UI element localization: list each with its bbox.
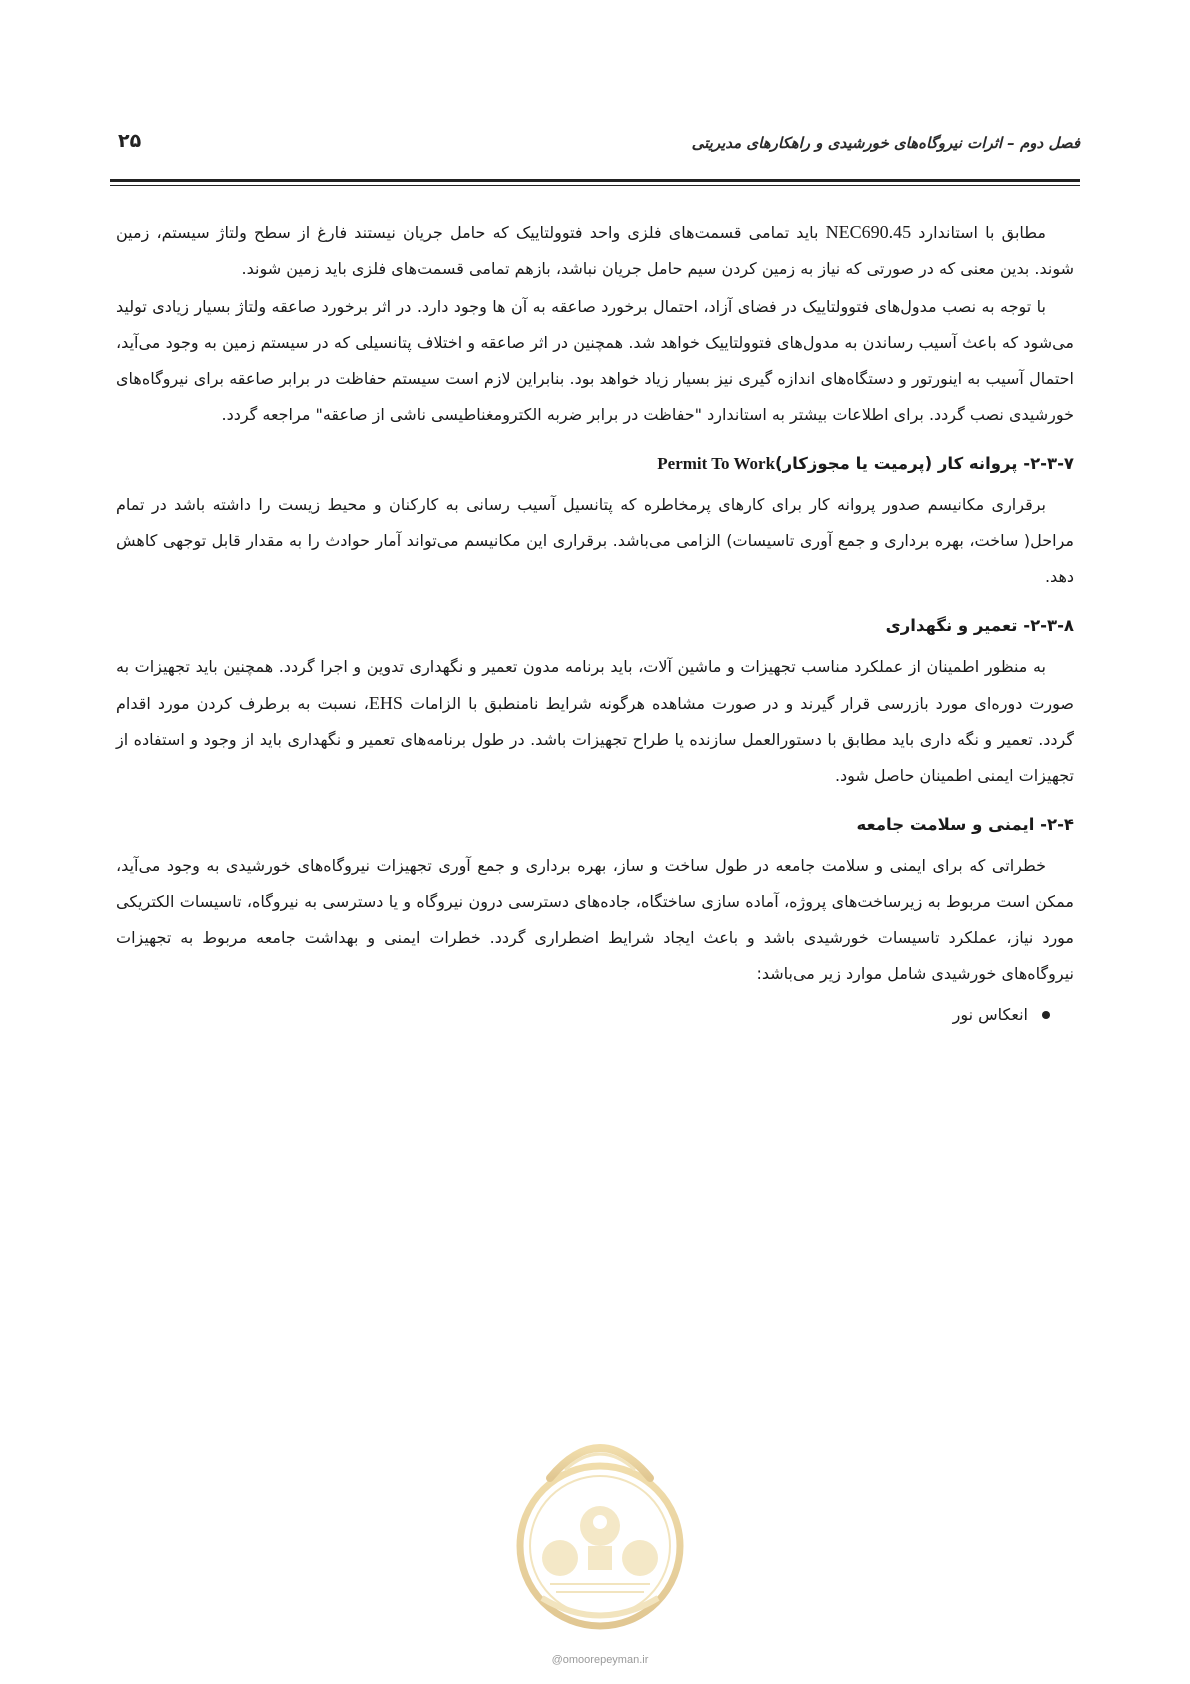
publisher-logo-watermark xyxy=(510,1408,690,1638)
hazard-list xyxy=(116,998,1074,1032)
paragraph-lightning: با توجه به نصب مدول‌های فتوولتاییک در فضای آزاد، احتمال برخورد صاعقه به آن ها وجود دارد. در اثر برخورد صاعقه ولتاژ بسیار زیادی تولید می‌شود که باعث آسیب رساندن به مدول‌های فتوولتاییک خواهد شد. همچنین در اثر صاعقه و اختلاف پتانسیلی که در سیستم زمین به وجود می‌آید، احتمال آسیب به اینورتور و دستگاه‌های اندازه گیری نیز بسیار زیاد خواهد بود. بنابراین لازم است سیستم حفاظت در برابر صاعقه برای نیروگاه‌های خورشیدی نصب گردد. برای اطلاعات بیشتر به استاندارد "حفاظت در برابر ضربه الکترومغناطیسی ناشی از صاعقه" مراجعه گردد. xyxy=(116,297,1074,424)
header-rule xyxy=(110,179,1080,182)
page-body xyxy=(116,214,1074,1032)
standard-code: NEC690.45 xyxy=(825,222,912,242)
ehs-code: EHS xyxy=(368,693,403,713)
bullet-icon xyxy=(1042,1011,1050,1019)
paragraph-permit: برقراری مکانیسم صدور پروانه کار برای کارهای پرمخاطره که پتانسیل آسیب رسانی به کارکنان و محیط زیست را داشته باشد در تمام مراحل( ساخت، بهره برداری و جمع آوری تاسیسات) الزامی می‌باشد. برقراری این مکانیسم می‌تواند آمار حوادث را به مقدار قابل توجهی کاهش دهد. xyxy=(116,495,1074,586)
section-heading-permit xyxy=(116,447,1074,481)
list-item xyxy=(116,998,1050,1032)
page-number: ۲۵ xyxy=(118,130,142,152)
paragraph-text: به منظور اطمینان از عملکرد مناسب تجهیزات و ماشین آلات، باید برنامه مدون تعمیر و نگهداری تدوین و اجرا گردد. همچنین باید تجهیزات به صورت دوره‌ای مورد بازرسی قرار گیرند و در صورت مشاهده هرگونه شرایط نامنطبق با الزامات xyxy=(116,657,1074,713)
paragraph-text: مطابق با استاندارد xyxy=(911,223,1047,242)
paragraph-text: ، نسبت به برطرف کردن مورد اقدام گردد. تعمیر و نگه داری باید مطابق با دستورالعمل سازنده یا طراح تجهیزات باشد. در طول برنامه‌های تعمیر و نگهداری باید از وجود و استفاده از تجهیزات ایمنی اطمینان حاصل شود. xyxy=(116,694,1074,785)
paragraph-text: باید تمامی قسمت‌های فلزی واحد فتوولتاییک که حامل جریان نیستند فارغ از سطح ولتاژ سیستم، زمین شوند. بدین معنی که در صورتی که نیاز به زمین کردن سیم حامل جریان نباشد، بازهم تمامی قسمت‌های فلزی باید زمین شوند. xyxy=(116,223,1074,278)
watermark-caption: @omoorepeyman.ir xyxy=(551,1654,649,1666)
section-heading-community-safety: ۲-۴- ایمنی و سلامت جامعه xyxy=(856,815,1074,834)
page-header xyxy=(110,128,1080,168)
paragraph-maintenance xyxy=(116,649,1074,794)
running-title: فصل دوم – اثرات نیروگاه‌های خورشیدی و راهکارهای مدیریتی xyxy=(691,134,1080,152)
seal-icon xyxy=(510,1408,690,1638)
heading-text: ۲-۳-۷- پروانه کار (پرمیت یا مجوزکار) xyxy=(775,454,1074,473)
paragraph-grounding xyxy=(116,214,1074,287)
heading-latin: Permit To Work xyxy=(657,454,776,473)
paragraph-community-safety: خطراتی که برای ایمنی و سلامت جامعه در طول ساخت و ساز، بهره برداری و جمع آوری تجهیزات نیروگاه‌های خورشیدی به وجود می‌آید، ممکن است مربوط به زیرساخت‌های پروژه، آماده سازی ساختگاه، جاده‌های دسترسی درون نیروگاه و یا دسترسی به نیروگاه، تاسیسات الکتریکی مورد نیاز، عملکرد تاسیسات خورشیدی باشد و باعث ایجاد شرایط اضطراری گردد. خطرات ایمنی و بهداشت جامعه مربوط به تجهیزات نیروگاه‌های خورشیدی شامل موارد زیر می‌باشد: xyxy=(116,856,1074,983)
section-heading-maintenance: ۲-۳-۸- تعمیر و نگهداری xyxy=(885,616,1074,635)
list-item-label: انعکاس نور xyxy=(952,1005,1028,1024)
